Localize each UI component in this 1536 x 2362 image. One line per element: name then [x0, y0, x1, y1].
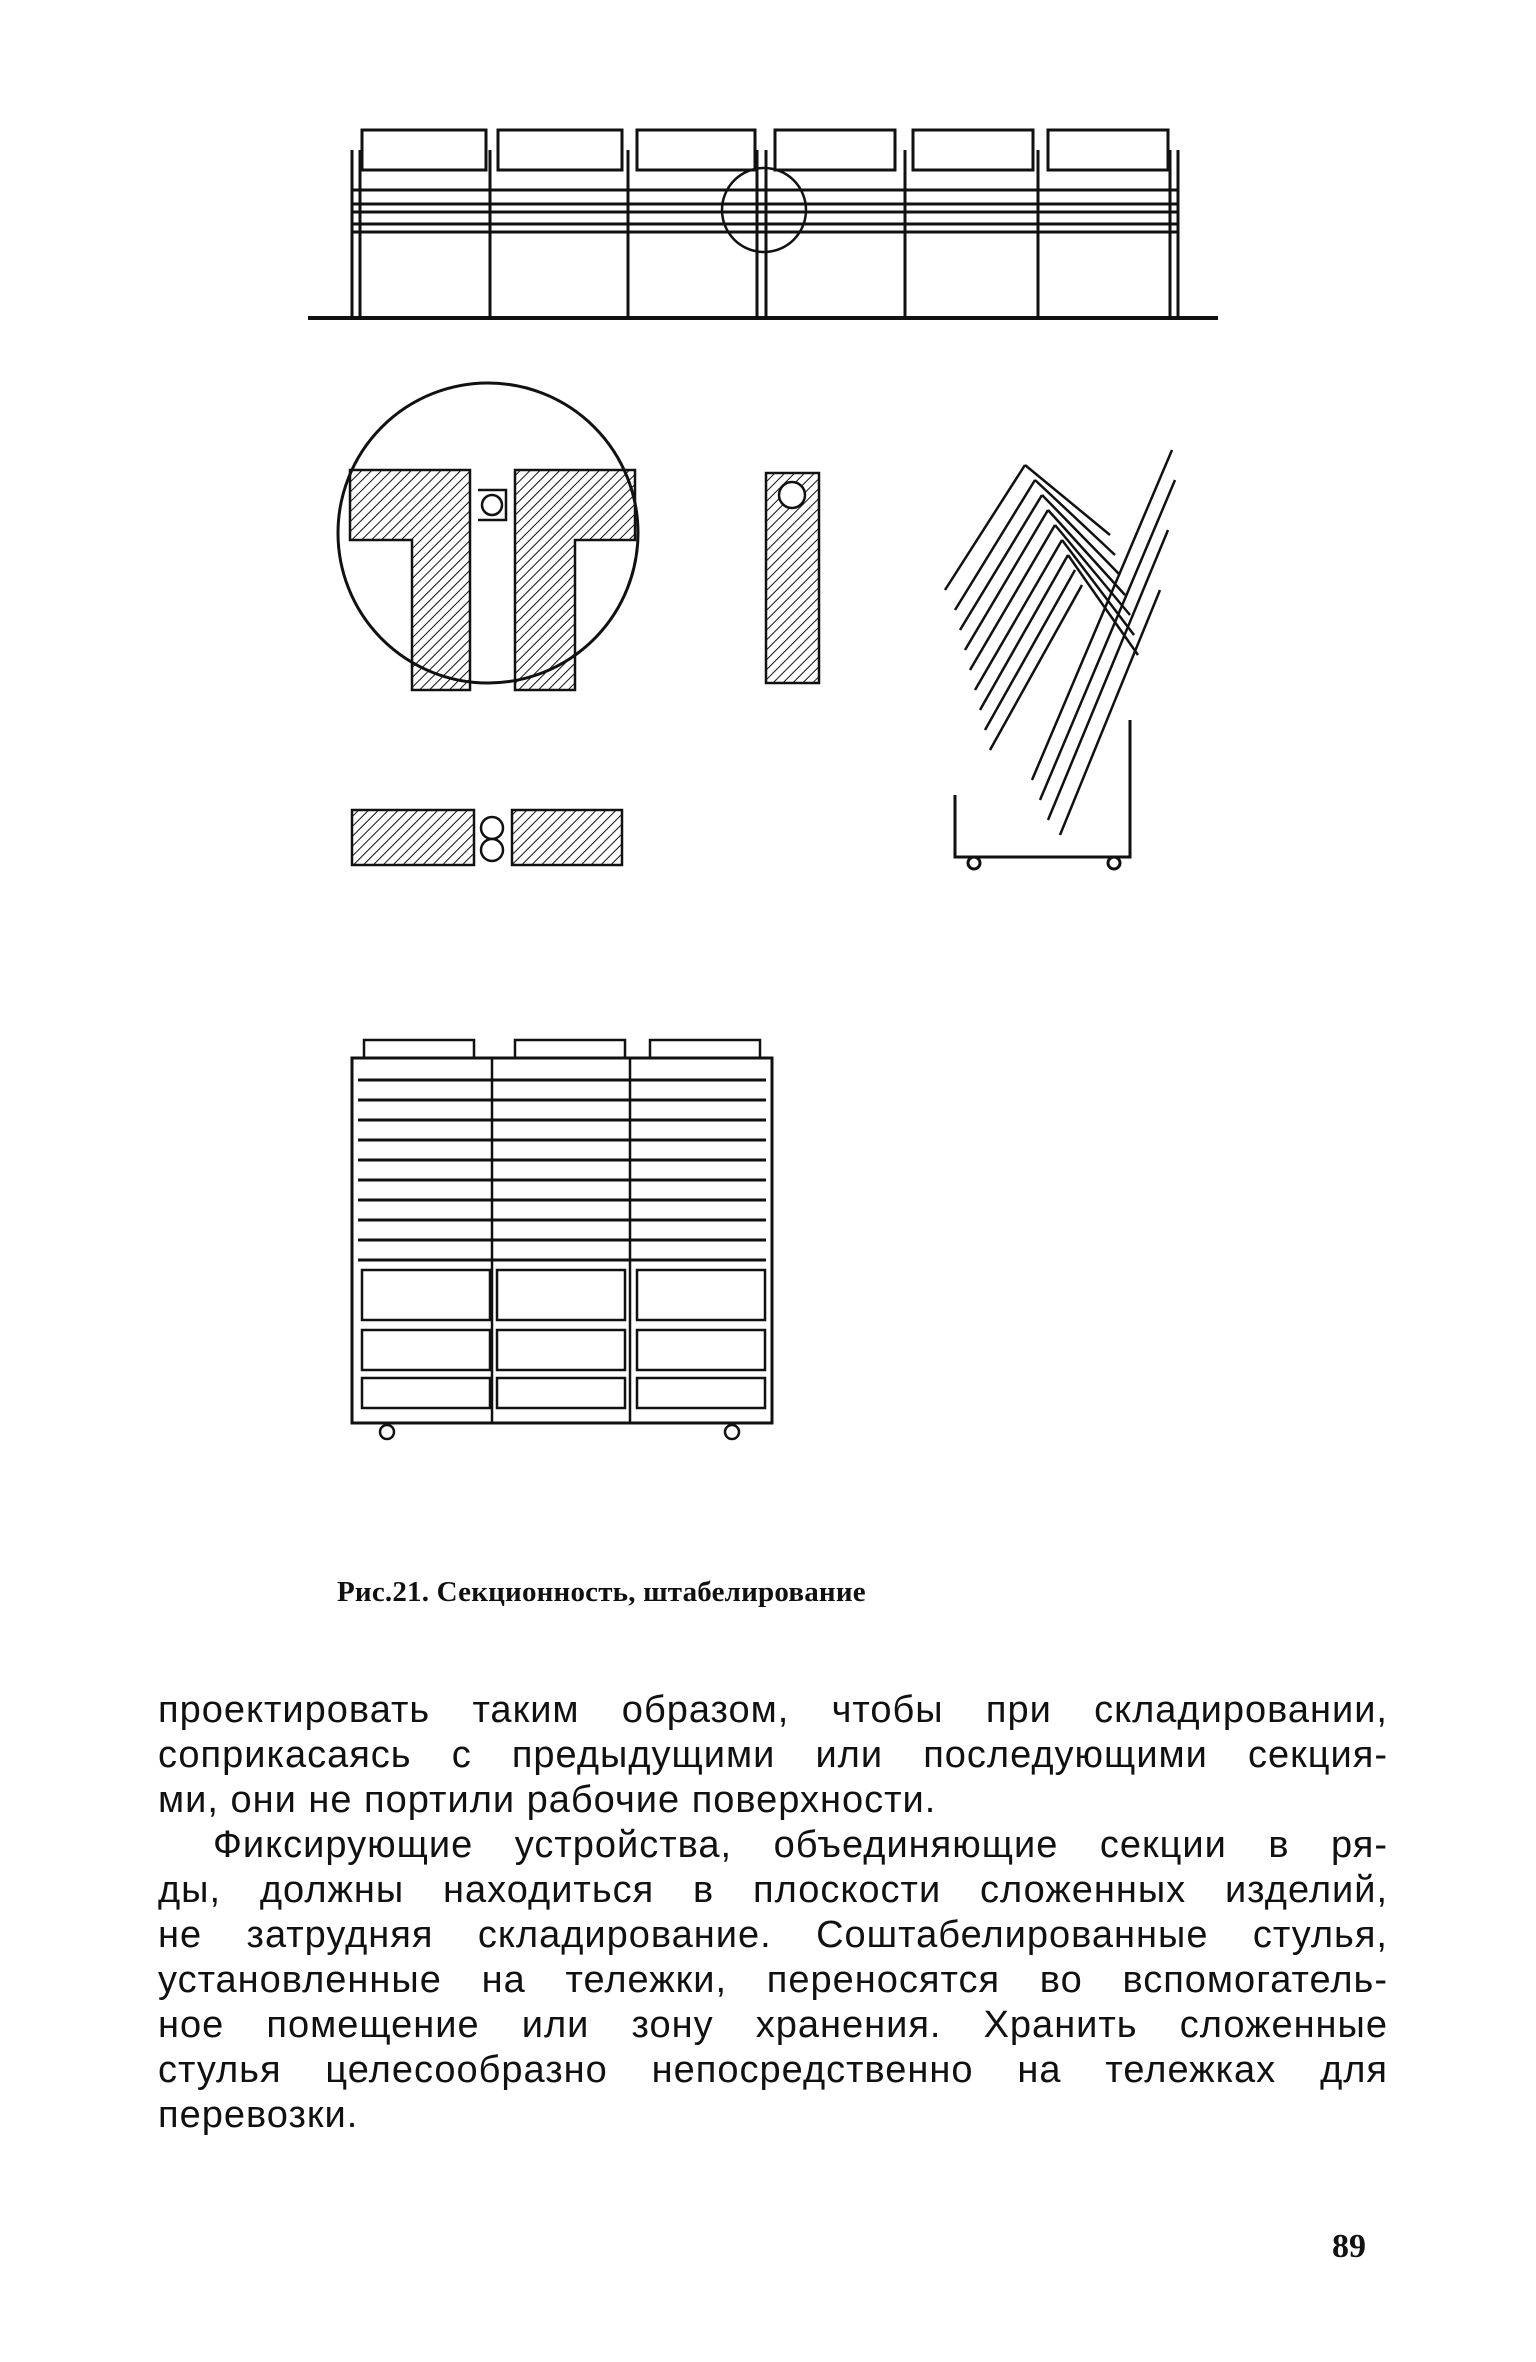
stacked-chairs-on-trolleys-front [352, 1040, 772, 1439]
text-line: ное помещение или зону хранения. Хранить сложенные [158, 2004, 1388, 2046]
connector-detail-circle [338, 383, 638, 690]
figure-caption: Рис.21. Секционность, штабелирование [337, 1576, 866, 1608]
text-line: проектировать таким образом, чтобы при складировании, [158, 1689, 1388, 1731]
body-text [158, 1688, 1388, 2138]
page-number: 89 [1332, 2228, 1366, 2265]
text-line: ды, должны находиться в плоскости сложенных изделий, [158, 1869, 1388, 1911]
text-line: ми, они не портили рабочие поверхности. [158, 1779, 937, 1821]
text-line: перевозки. [158, 2094, 359, 2136]
text-line: стулья целесообразно непосредственно на тележках для [158, 2049, 1388, 2091]
paragraph-2 [158, 1823, 1388, 2138]
text-line: установленные на тележки, переносятся во вспомогатель- [158, 1959, 1388, 2001]
connector-section [766, 473, 819, 683]
paragraph-1 [158, 1688, 1388, 1823]
stacked-chairs-on-trolley-side [945, 450, 1175, 869]
connector-plan-view [352, 810, 622, 865]
chair-row-front-view [308, 130, 1218, 318]
text-line: соприкасаясь с предыдущими или последующими секция- [158, 1734, 1388, 1776]
text-line: не затрудняя складирование. Соштабелированные стулья, [158, 1914, 1388, 1956]
text-line: Фиксирующие устройства, объединяющие секции в ря- [213, 1824, 1388, 1866]
